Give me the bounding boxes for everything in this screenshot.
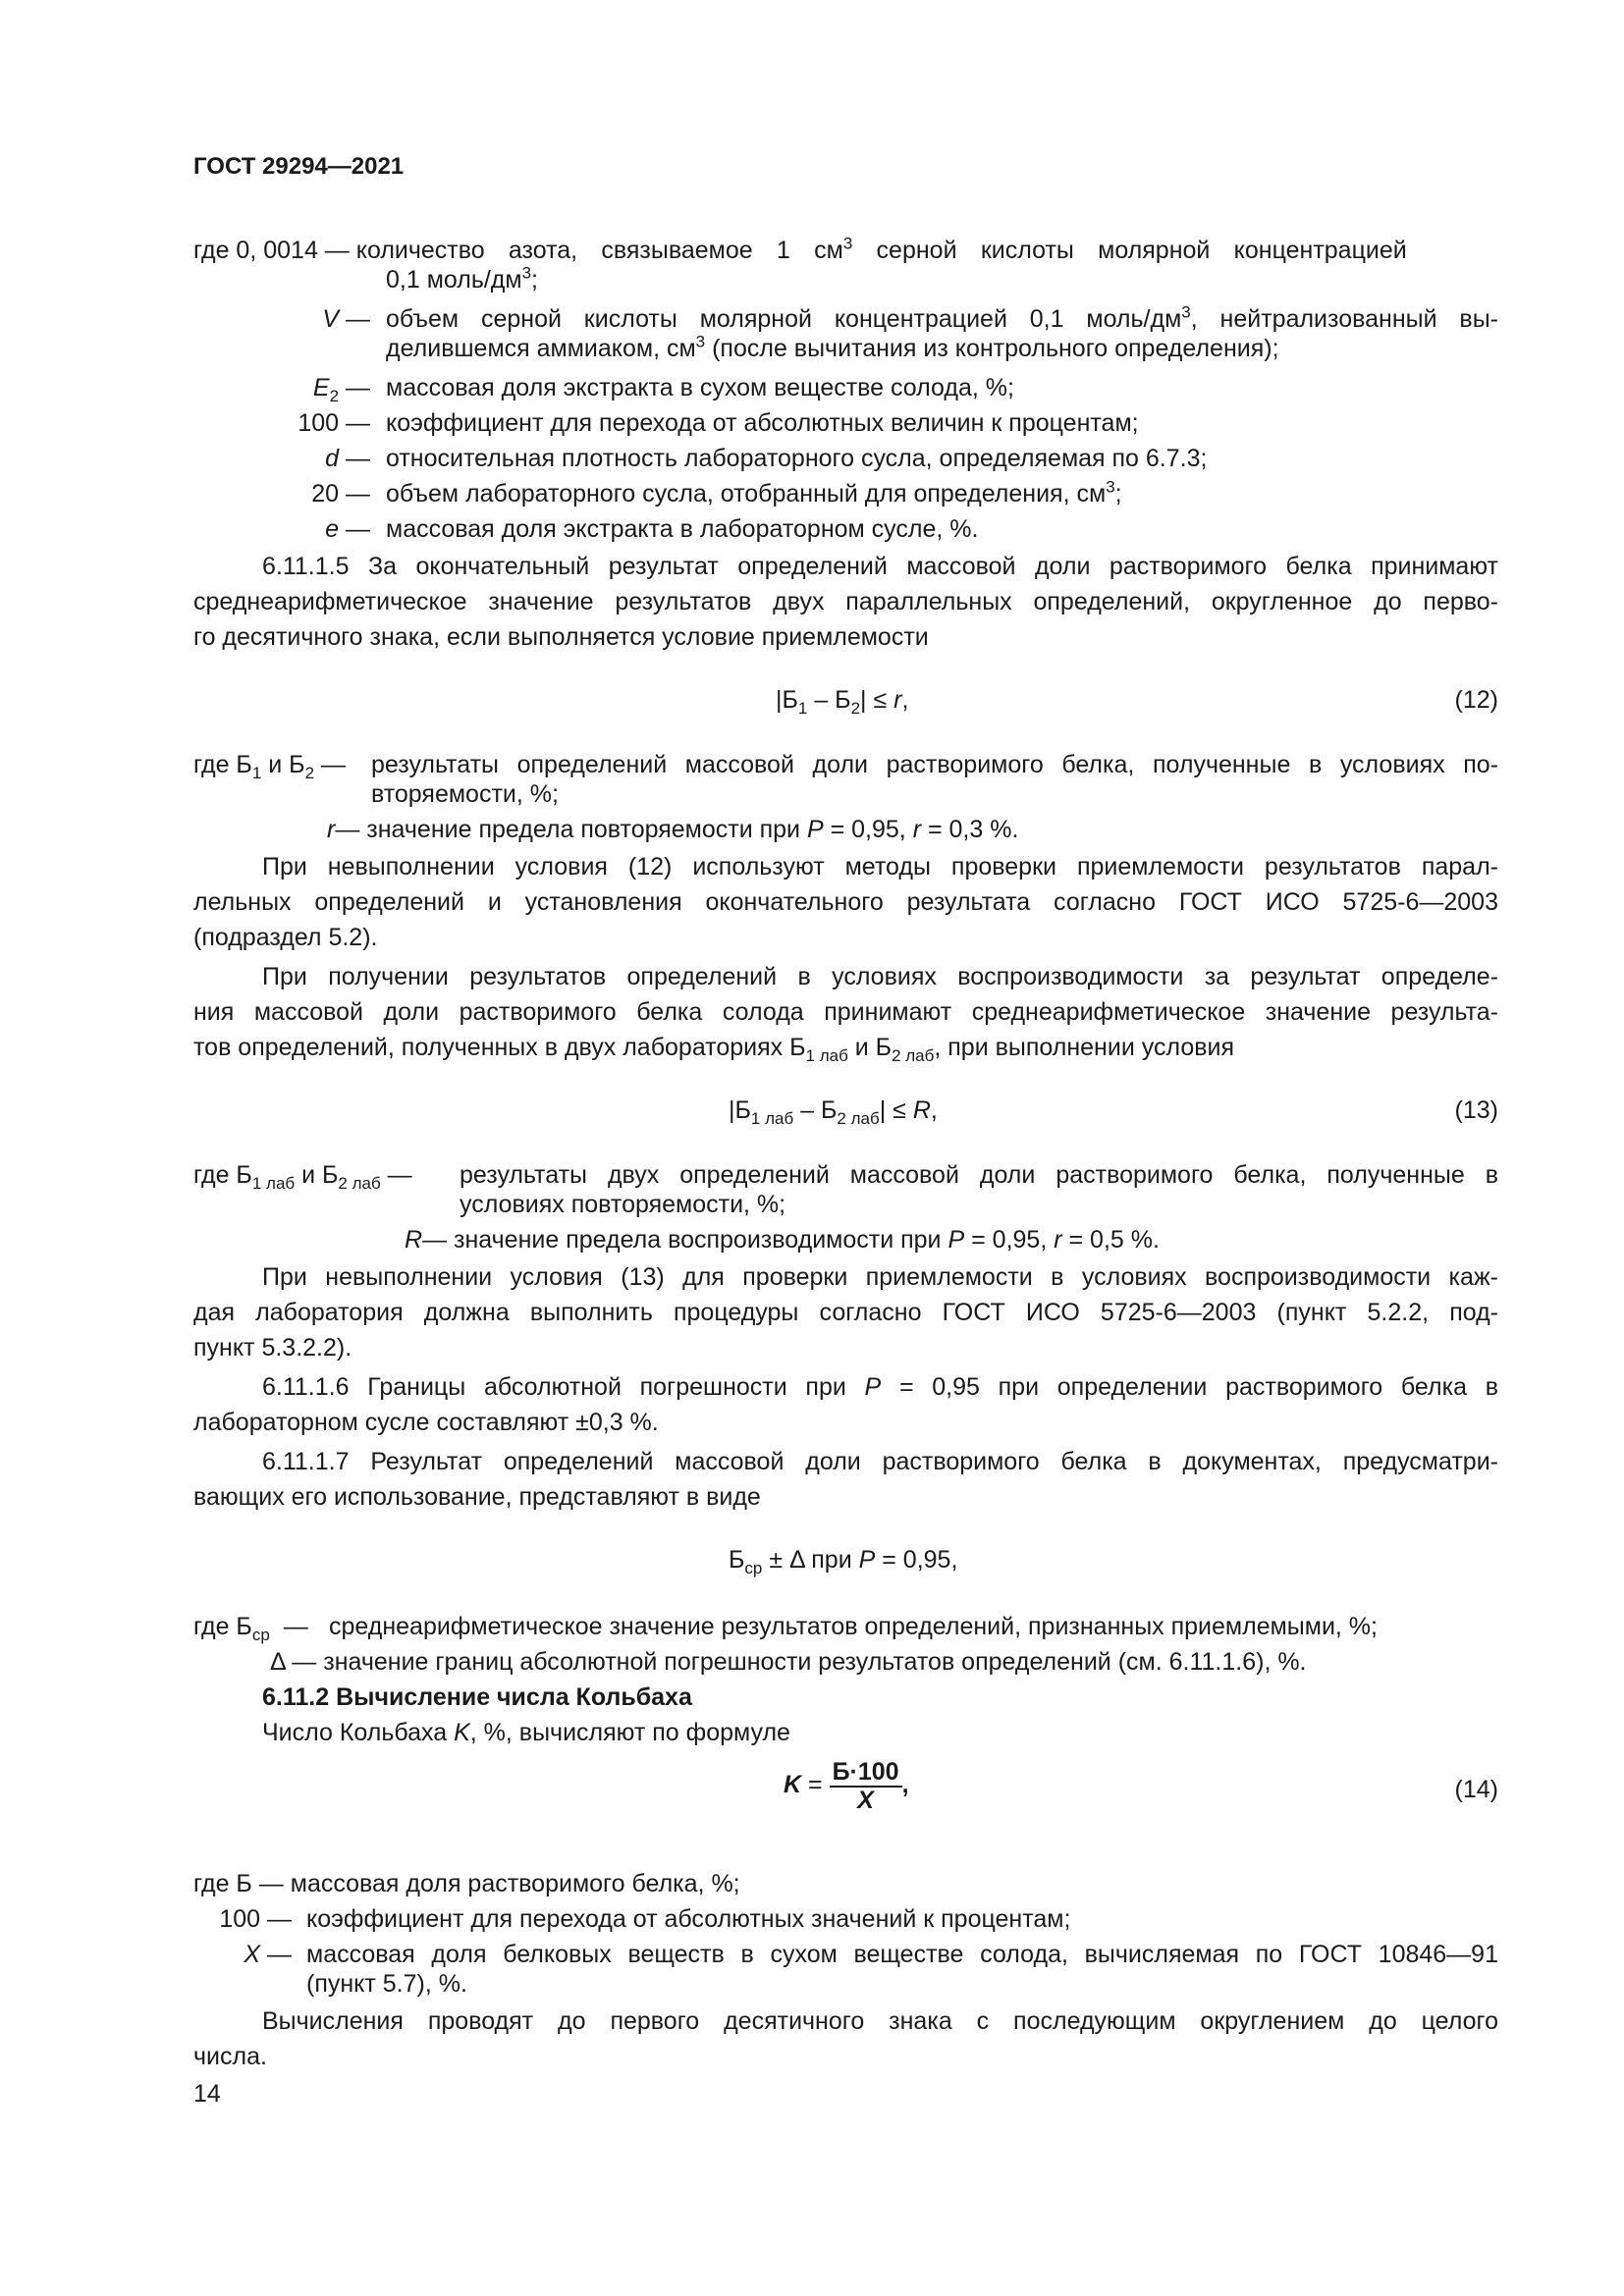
def-20-lead: 20 — [311, 480, 370, 507]
def13-lead: где $Б_{1 лаб}$ и $Б_{2 лаб}$ — [193, 1161, 412, 1193]
def-v-lead: V — [322, 305, 370, 333]
def13-text-line1: результаты двух определений массовой доли растворимого белка, полученные в [460, 1161, 1498, 1189]
def12-text-line2: вторяемости, %; [371, 780, 559, 808]
equation-13: $|Б_{1 лаб} - Б_{2 лаб}| \le R$, [729, 1096, 938, 1128]
p-repro-line2: ния массовой доли растворимого белка солода принимают среднеарифметическое значение результа- [193, 998, 1498, 1026]
p6116-line1: 6.11.1.6 Границы абсолютной погрешности при P = 0,95 при определении растворимого белка в [262, 1373, 1498, 1401]
def-e-text: массовая доля экстракта в лабораторном сусле, %. [386, 515, 979, 543]
p-fail13-line2: дая лаборатория должна выполнить процедуры согласно ГОСТ ИСО 5725-6—2003 (пункт 5.2.2, под- [193, 1299, 1498, 1326]
def-v-line1: объем серной кислоты молярной концентрацией 0,1 моль/$дм^3$, нейтрализованный вы- [386, 302, 1498, 333]
p6115-line3: го десятичного знака, если выполняется условие приемлемости [193, 623, 929, 651]
p-repro-line3: тов определений, полученных в двух лабораториях $Б_{1 лаб}$ и $Б_{2 лаб}$, при выполнении условия [193, 1034, 1235, 1065]
equation-12: $|Б_1 - Б_2| \le r$, [776, 686, 909, 718]
result-expression: $Б_{ср} \pm \Delta$ при P = 0,95, [729, 1546, 958, 1577]
def-res-lead: где $Б_{ср}$ — [193, 1613, 308, 1644]
p6115-line2: среднеарифметическое значение результатов двух параллельных определений, округленное до перво- [193, 588, 1498, 615]
p-final-line2: числа. [193, 2043, 267, 2070]
def-delta: Δ — значение границ абсолютной погрешности результатов определений (см. 6.11.1.6), %. [270, 1648, 1307, 1676]
p6116-line2: лабораторном сусле составляют ±0,3 %. [193, 1409, 659, 1436]
def-res-text: среднеарифметическое значение результатов определений, признанных приемлемыми, %; [329, 1613, 1378, 1640]
def14-x-lead: X — [244, 1941, 292, 1968]
def-v-line2: делившемся аммиаком, $см^3$ (после вычитания из контрольного определения); [386, 332, 1279, 362]
equation-13-number: (13) [1454, 1096, 1498, 1124]
def-e2-text: массовая доля экстракта в сухом веществе солода, %; [386, 374, 1014, 401]
p-fail12-line1: При невыполнении условия (12) используют методы проверки приемлемости результатов парал- [262, 853, 1498, 881]
def12-r: r— значение предела повторяемости при P = 0,95, r = 0,3 %. [327, 816, 1019, 843]
def-d-text: относительная плотность лабораторного сусла, определяемая по 6.7.3; [386, 445, 1208, 472]
section-6-11-2-heading: 6.11.2 Вычисление числа Кольбаха [262, 1683, 692, 1711]
def14-x-text-line2: (пункт 5.7), %. [306, 1970, 467, 1998]
p-fail13-line3: пункт 5.3.2.2). [193, 1334, 352, 1362]
def-e2-lead: $E_2$ — [312, 374, 370, 405]
def13-text-line2: условиях повторяемости, %; [460, 1191, 786, 1218]
p6115-line1: 6.11.1.5 За окончательный результат определений массовой доли растворимого белка принимают [262, 553, 1498, 580]
section-6-11-2-intro: Число Кольбаха K, %, вычисляют по формуле [262, 1719, 790, 1746]
p-repro-line1: При получении результатов определений в условиях воспроизводимости за результат определе- [262, 963, 1498, 990]
p6117-line1: 6.11.1.7 Результат определений массовой доли растворимого белка в документах, предусматри- [262, 1448, 1498, 1475]
def-d-lead: d — [325, 445, 370, 472]
def-e-lead: e — [325, 515, 370, 543]
def-nitrogen-line2: 0,1 моль/$дм^3$; [386, 263, 538, 294]
p-fail12-line2: лельных определений и установления окончательного результата согласно ГОСТ ИСО 5725-6—2003 [193, 888, 1498, 916]
equation-14: K = $\frac{Б\cdot 100}{X}$ , [784, 1758, 909, 1814]
page-number: 14 [193, 2080, 221, 2108]
def-nitrogen-line1: где 0, 0014 — количество азота, связываемое 1 $см^3$ серной кислоты молярной концентрацией [193, 234, 1407, 264]
equation-14-fraction: $\frac{Б\cdot 100}{X}$ [830, 1759, 902, 1813]
def-100-text: коэффициент для перехода от абсолютных величин к процентам; [386, 409, 1139, 437]
def14-b: где Б — массовая доля растворимого белка, %; [193, 1870, 740, 1897]
def-20-text: объем лабораторного сусла, отобранный для определения, $см^3$; [386, 477, 1122, 507]
p-final-line1: Вычисления проводят до первого десятичного знака с последующим округлением до целого [262, 2007, 1498, 2035]
document-header: ГОСТ 29294—2021 [193, 153, 405, 180]
def13-r: R— значение предела воспроизводимости при P = 0,95, r = 0,5 %. [405, 1226, 1160, 1254]
p-fail12-line3: (подраздел 5.2). [193, 924, 378, 951]
def14-100-lead: 100 — [219, 1905, 292, 1933]
def14-100-text: коэффициент для перехода от абсолютных значений к процентам; [306, 1905, 1071, 1933]
equation-14-number: (14) [1454, 1776, 1498, 1803]
p-fail13-line1: При невыполнении условия (13) для проверки приемлемости в условиях воспроизводимости каж- [262, 1263, 1498, 1291]
def-100-lead: 100 — [298, 409, 370, 437]
def14-x-text-line1: массовая доля белковых веществ в сухом веществе солода, вычисляемая по ГОСТ 10846—91 [306, 1941, 1498, 1968]
equation-12-number: (12) [1454, 686, 1498, 714]
def12-text-line1: результаты определений массовой доли растворимого белка, полученные в условиях по- [371, 751, 1498, 778]
p6117-line2: вающих его использование, представляют в виде [193, 1483, 761, 1511]
def12-lead: где $Б_1$ и $Б_2$ — [193, 751, 346, 782]
